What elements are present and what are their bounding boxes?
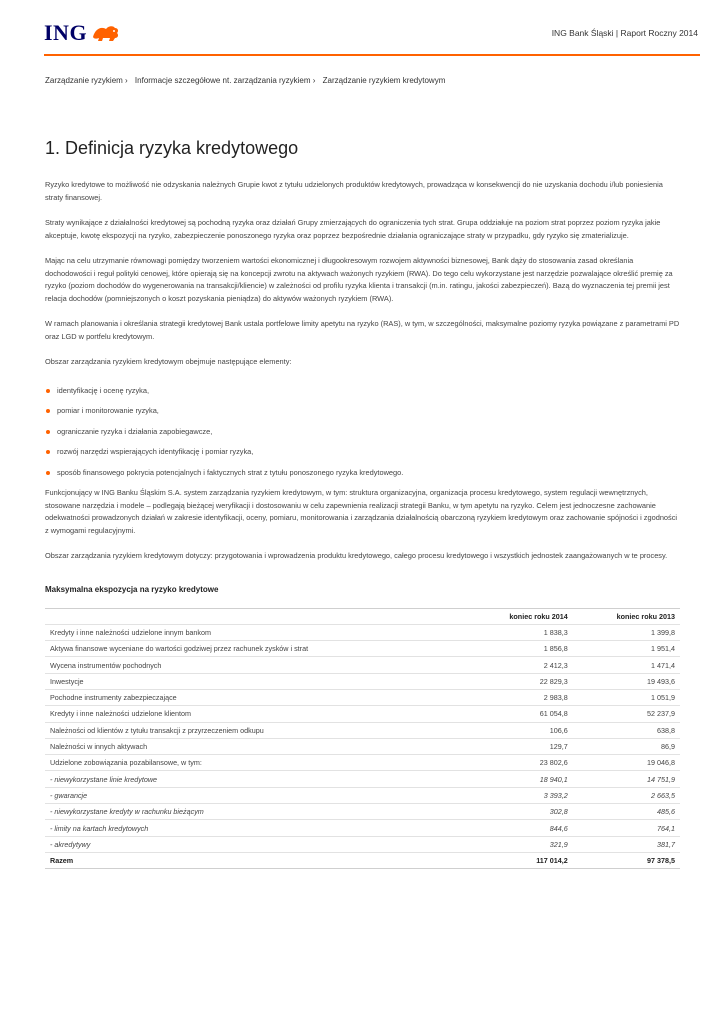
total-2014: 117 014,2	[466, 852, 573, 868]
table-row	[45, 771, 680, 787]
value-2014: 106,6	[466, 722, 573, 738]
column-header-2013: koniec roku 2013	[573, 608, 680, 624]
table-header-row	[45, 608, 680, 624]
report-title: ING Bank Śląski | Raport Roczny 2014	[551, 28, 698, 38]
list-item: identyfikację i ocenę ryzyka,	[45, 385, 680, 397]
table-row	[45, 641, 680, 657]
value-2013: 1 951,4	[573, 641, 680, 657]
table-row	[45, 722, 680, 738]
row-label: - gwarancje	[45, 787, 466, 803]
table-row	[45, 689, 680, 705]
value-2013: 2 663,5	[573, 787, 680, 803]
table-row	[45, 706, 680, 722]
row-label: Kredyty i inne należności udzielone innym bankom	[45, 624, 466, 640]
breadcrumb-link-risk-management[interactable]: Zarządzanie ryzykiem ›	[45, 76, 128, 85]
row-label: Aktywa finansowe wyceniane do wartości godziwej przez rachunek zysków i strat	[45, 641, 466, 657]
value-2013: 52 237,9	[573, 706, 680, 722]
value-2014: 1 838,3	[466, 624, 573, 640]
page-header	[44, 0, 700, 56]
row-label: - niewykorzystane kredyty w rachunku bieżącym	[45, 804, 466, 820]
row-label: Udzielone zobowiązania pozabilansowe, w tym:	[45, 755, 466, 771]
table-row	[45, 820, 680, 836]
value-2014: 321,9	[466, 836, 573, 852]
elements-list	[45, 385, 680, 479]
value-2013: 14 751,9	[573, 771, 680, 787]
logo-text: ING	[44, 20, 88, 45]
value-2014: 18 940,1	[466, 771, 573, 787]
table-row	[45, 755, 680, 771]
table-total-row	[45, 852, 680, 868]
value-2013: 638,8	[573, 722, 680, 738]
value-2014: 1 856,8	[466, 641, 573, 657]
table-row	[45, 836, 680, 852]
table-row	[45, 673, 680, 689]
lion-icon	[91, 23, 121, 43]
column-header-2014: koniec roku 2014	[466, 608, 573, 624]
breadcrumb-link-risk-details[interactable]: Informacje szczegółowe nt. zarządzania ryzykiem ›	[134, 76, 316, 85]
value-2014: 2 412,3	[466, 657, 573, 673]
value-2014: 3 393,2	[466, 787, 573, 803]
value-2014: 302,8	[466, 804, 573, 820]
page-title: 1. Definicja ryzyka kredytowego	[45, 138, 299, 158]
table-row	[45, 738, 680, 754]
table-row	[45, 624, 680, 640]
table-row	[45, 787, 680, 803]
table-row	[45, 804, 680, 820]
list-item: sposób finansowego pokrycia potencjalnych i faktycznych strat z tytułu ponoszonego ryzyka kredytowego.	[45, 467, 680, 479]
value-2013: 485,6	[573, 804, 680, 820]
row-label: Należności od klientów z tytułu transakcji z przyrzeczeniem odkupu	[45, 722, 466, 738]
table-title: Maksymalna ekspozycja na ryzyko kredytowe	[45, 584, 219, 594]
paragraph: Ryzyko kredytowe to możliwość nie odzyskania należnych Grupie kwot z tytułu udzielonych produktów kredytowych, prowadząca w konsekwencji do nie uzyskania dochodu i/lub poniesienia straty finansowej.	[45, 180, 663, 202]
main-content	[45, 179, 680, 563]
value-2013: 764,1	[573, 820, 680, 836]
value-2014: 22 829,3	[466, 673, 573, 689]
value-2013: 86,9	[573, 738, 680, 754]
value-2014: 23 802,6	[466, 755, 573, 771]
paragraph: Obszar zarządzania ryzykiem kredytowym dotyczy: przygotowania i wprowadzenia produktu kredytowego, całego procesu kredytowego i wszystkich jednostek zaangażowanych w te procesy.	[45, 551, 668, 560]
list-item: rozwój narzędzi wspierających identyfikację i pomiar ryzyka,	[45, 446, 680, 458]
value-2014: 61 054,8	[466, 706, 573, 722]
value-2014: 129,7	[466, 738, 573, 754]
row-label: - akredytywy	[45, 836, 466, 852]
row-label: Wycena instrumentów pochodnych	[45, 657, 466, 673]
paragraph: Obszar zarządzania ryzykiem kredytowym obejmuje następujące elementy:	[45, 357, 292, 366]
total-2013: 97 378,5	[573, 852, 680, 868]
breadcrumb-current[interactable]: Zarządzanie ryzykiem kredytowym	[322, 76, 446, 85]
value-2013: 1 399,8	[573, 624, 680, 640]
table-row	[45, 657, 680, 673]
credit-exposure-table	[45, 608, 680, 870]
value-2013: 1 471,4	[573, 657, 680, 673]
value-2013: 381,7	[573, 836, 680, 852]
breadcrumb	[45, 76, 724, 85]
value-2013: 19 046,8	[573, 755, 680, 771]
value-2014: 844,6	[466, 820, 573, 836]
row-label: - limity na kartach kredytowych	[45, 820, 466, 836]
list-item: ograniczanie ryzyka i działania zapobiegawcze,	[45, 426, 680, 438]
paragraph: Straty wynikające z działalności kredytowej są pochodną ryzyka oraz działań Grupy zmierzających do ograniczenia tych strat. Grupa oddziałuje na poziom strat poprzez poziom ryzyka jakie akceptuje, kwotę ekspozycji na ryzyko, zabezpieczenie ponoszonego ryzyka oraz poprzez bezpośrednie działania ograniczające straty w przypadku, gdy ryzyko się zmaterializuje.	[45, 218, 661, 240]
value-2014: 2 983,8	[466, 689, 573, 705]
row-label: Należności w innych aktywach	[45, 738, 466, 754]
row-label: Inwestycje	[45, 673, 466, 689]
paragraph: Funkcjonujący w ING Banku Śląskim S.A. system zarządzania ryzykiem kredytowym, w tym: struktura organizacyjna, organizacja procesu kredytowego, system regulacji wewnętrznych, stosowane narzędzia i modele – podlegają bieżącej weryfikacji i dostosowaniu w celu zapewnienia realizacji strategii Banku, w tym apetytu na ryzyko. Celem jest jednoczesne zachowanie odekwatności prowadzonych działań w zakresie identyfikacji, oceny, pomiaru, monitorowania i zarządzania działalnością obarczoną ryzykiem kredytowym oraz zachowanie spójności i zgodności z wymogami regulacyjnymi.	[45, 488, 678, 535]
row-label: Pochodne instrumenty zabezpieczające	[45, 689, 466, 705]
table-body	[45, 624, 680, 868]
column-header-label	[45, 608, 466, 624]
value-2013: 19 493,6	[573, 673, 680, 689]
list-item: pomiar i monitorowanie ryzyka,	[45, 405, 680, 417]
value-2013: 1 051,9	[573, 689, 680, 705]
paragraph: Mając na celu utrzymanie równowagi pomiędzy tworzeniem wartości ekonomicznej i długookresowym rozwojem aktywności biznesowej, Bank dąży do stosowania zasad określania dochodowości i reguł polityki cenowej, które opierają się na koncepcji zwrotu na aktywach ważonych ryzykiem (RWA). Do tego celu wykorzystane jest narzędzie pozwalające określić premię za ryzyko (poziom dochodów do wygenerowania na transakcji/kliencie) w zależności od profilu ryzyka klienta i transakcji (m.in. ratingu, jakości zabezpieczeń). Bazą do wyznaczenia tej premii jest relacja dochodów (pomniejszonych o koszt pozyskania pieniądza) do aktywów ważonych ryzykiem (RWA).	[45, 256, 673, 303]
row-label: - niewykorzystane linie kredytowe	[45, 771, 466, 787]
paragraph: W ramach planowania i określania strategii kredytowej Bank ustala portfelowe limity apetytu na ryzyko (RAS), w tym, w szczególności, maksymalne poziomy ryzyka powiązane z parametrami PD oraz LGD w portfelu kredytowym.	[45, 319, 680, 341]
total-label: Razem	[45, 852, 466, 868]
row-label: Kredyty i inne należności udzielone klientom	[45, 706, 466, 722]
ing-logo[interactable]	[44, 20, 121, 46]
